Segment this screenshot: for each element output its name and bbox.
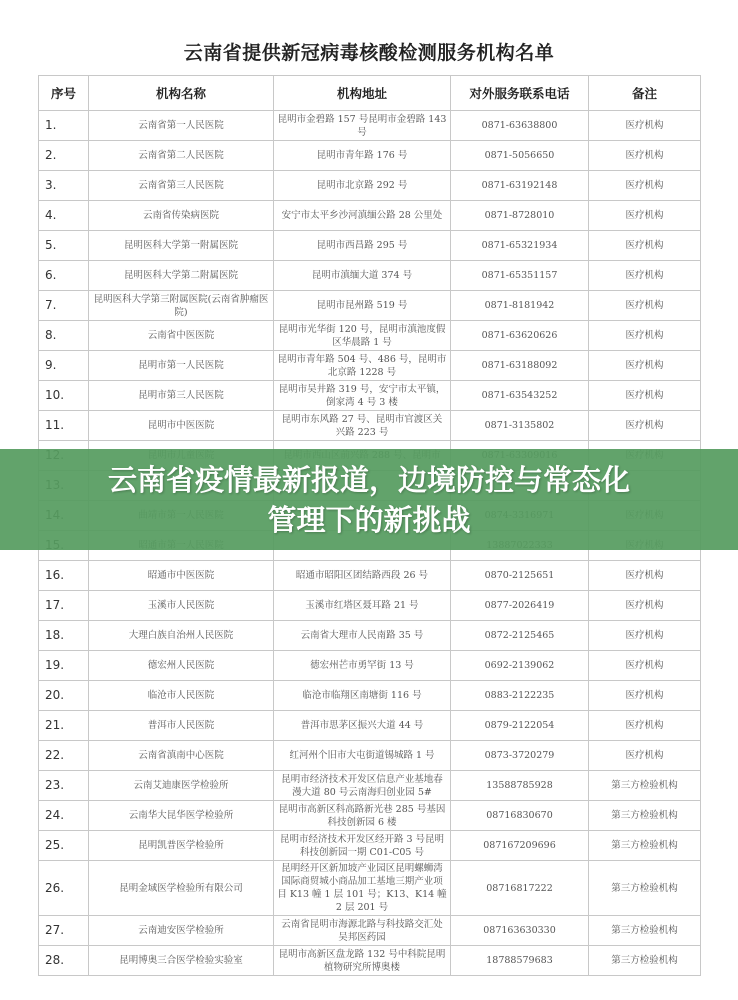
cell-phone: 0883-2122235 bbox=[451, 681, 589, 711]
cell-name: 昆明金域医学检验所有限公司 bbox=[89, 861, 274, 916]
cell-type: 医疗机构 bbox=[589, 621, 701, 651]
cell-type: 医疗机构 bbox=[589, 381, 701, 411]
cell-no: 9. bbox=[39, 351, 89, 381]
cell-no: 17. bbox=[39, 591, 89, 621]
table-row bbox=[39, 561, 701, 591]
cell-type: 医疗机构 bbox=[589, 711, 701, 741]
cell-type: 医疗机构 bbox=[589, 201, 701, 231]
cell-phone: 08716817222 bbox=[451, 861, 589, 916]
cell-name: 云南华大昆华医学检验所 bbox=[89, 801, 274, 831]
cell-phone: 0871-63543252 bbox=[451, 381, 589, 411]
cell-type: 第三方检验机构 bbox=[589, 801, 701, 831]
cell-type: 医疗机构 bbox=[589, 111, 701, 141]
cell-address: 昆明市经济技术开发区信息产业基地春漫大道 80 号云南海归创业园 5# bbox=[274, 771, 451, 801]
cell-address: 昆明市青年路 176 号 bbox=[274, 141, 451, 171]
cell-address: 安宁市太平乡沙河滇缅公路 28 公里处 bbox=[274, 201, 451, 231]
table-row bbox=[39, 321, 701, 351]
cell-name: 昆明医科大学第一附属医院 bbox=[89, 231, 274, 261]
cell-name: 临沧市人民医院 bbox=[89, 681, 274, 711]
cell-no: 22. bbox=[39, 741, 89, 771]
table-row bbox=[39, 231, 701, 261]
cell-type: 医疗机构 bbox=[589, 591, 701, 621]
cell-type: 医疗机构 bbox=[589, 561, 701, 591]
cell-type: 医疗机构 bbox=[589, 321, 701, 351]
cell-address: 昆明市昆州路 519 号 bbox=[274, 291, 451, 321]
cell-no: 8. bbox=[39, 321, 89, 351]
cell-name: 云南省滇南中心医院 bbox=[89, 741, 274, 771]
cell-no: 4. bbox=[39, 201, 89, 231]
cell-type: 医疗机构 bbox=[589, 261, 701, 291]
cell-no: 24. bbox=[39, 801, 89, 831]
table-row bbox=[39, 171, 701, 201]
cell-no: 3. bbox=[39, 171, 89, 201]
cell-no: 25. bbox=[39, 831, 89, 861]
cell-phone: 0871-8181942 bbox=[451, 291, 589, 321]
table-row bbox=[39, 261, 701, 291]
table-row bbox=[39, 946, 701, 976]
cell-address: 昆明市北京路 292 号 bbox=[274, 171, 451, 201]
cell-no: 26. bbox=[39, 861, 89, 916]
cell-no: 18. bbox=[39, 621, 89, 651]
cell-type: 医疗机构 bbox=[589, 741, 701, 771]
table-row bbox=[39, 591, 701, 621]
cell-name: 普洱市人民医院 bbox=[89, 711, 274, 741]
cell-name: 昆明凯普医学检验所 bbox=[89, 831, 274, 861]
cell-address: 红河州个旧市大屯街道锡城路 1 号 bbox=[274, 741, 451, 771]
table-row bbox=[39, 651, 701, 681]
column-header-no: 序号 bbox=[39, 76, 89, 111]
cell-phone: 0871-63188092 bbox=[451, 351, 589, 381]
cell-type: 第三方检验机构 bbox=[589, 946, 701, 976]
cell-phone: 087163630330 bbox=[451, 916, 589, 946]
cell-address: 昆明市高新区科高路新光巷 285 号基因科技创新园 6 楼 bbox=[274, 801, 451, 831]
table-row bbox=[39, 916, 701, 946]
table-header-row bbox=[39, 76, 701, 111]
cell-address: 云南省大理市人民南路 35 号 bbox=[274, 621, 451, 651]
column-header-type: 备注 bbox=[589, 76, 701, 111]
cell-address: 云南省昆明市海源北路与科技路交汇处吴邦医药园 bbox=[274, 916, 451, 946]
table-row bbox=[39, 771, 701, 801]
headline-line-2: 管理下的新挑战 bbox=[267, 502, 471, 537]
cell-type: 第三方检验机构 bbox=[589, 916, 701, 946]
cell-name: 昆明市中医医院 bbox=[89, 411, 274, 441]
cell-phone: 0871-63638800 bbox=[451, 111, 589, 141]
cell-name: 德宏州人民医院 bbox=[89, 651, 274, 681]
cell-type: 医疗机构 bbox=[589, 231, 701, 261]
cell-no: 5. bbox=[39, 231, 89, 261]
cell-no: 1. bbox=[39, 111, 89, 141]
cell-address: 昆明市光华街 120 号，昆明市滇池度假区华晨路 1 号 bbox=[274, 321, 451, 351]
cell-no: 11. bbox=[39, 411, 89, 441]
cell-address: 昆明市高新区盘龙路 132 号中科院昆明植物研究所博奥楼 bbox=[274, 946, 451, 976]
cell-name: 玉溪市人民医院 bbox=[89, 591, 274, 621]
cell-phone: 0692-2139062 bbox=[451, 651, 589, 681]
cell-name: 大理白族自治州人民医院 bbox=[89, 621, 274, 651]
cell-name: 云南省第一人民医院 bbox=[89, 111, 274, 141]
table-row bbox=[39, 201, 701, 231]
cell-no: 21. bbox=[39, 711, 89, 741]
cell-name: 昆明医科大学第三附属医院(云南省肿瘤医院) bbox=[89, 291, 274, 321]
cell-no: 20. bbox=[39, 681, 89, 711]
cell-type: 医疗机构 bbox=[589, 681, 701, 711]
cell-type: 医疗机构 bbox=[589, 171, 701, 201]
table-row bbox=[39, 711, 701, 741]
cell-name: 云南艾迪康医学检验所 bbox=[89, 771, 274, 801]
cell-phone: 0879-2122054 bbox=[451, 711, 589, 741]
cell-phone: 087167209696 bbox=[451, 831, 589, 861]
cell-type: 医疗机构 bbox=[589, 141, 701, 171]
cell-address: 昭通市昭阳区团结路西段 26 号 bbox=[274, 561, 451, 591]
cell-phone: 13588785928 bbox=[451, 771, 589, 801]
cell-address: 昆明市东风路 27 号、昆明市官渡区关兴路 223 号 bbox=[274, 411, 451, 441]
cell-type: 第三方检验机构 bbox=[589, 771, 701, 801]
cell-type: 第三方检验机构 bbox=[589, 831, 701, 861]
table-row bbox=[39, 411, 701, 441]
headline-line-1: 云南省疫情最新报道，边境防控与常态化 bbox=[107, 462, 630, 497]
cell-no: 10. bbox=[39, 381, 89, 411]
cell-address: 昆明市滇缅大道 374 号 bbox=[274, 261, 451, 291]
cell-phone: 08716830670 bbox=[451, 801, 589, 831]
column-header-name: 机构名称 bbox=[89, 76, 274, 111]
cell-type: 医疗机构 bbox=[589, 651, 701, 681]
table-row bbox=[39, 351, 701, 381]
cell-no: 16. bbox=[39, 561, 89, 591]
headline-banner bbox=[0, 449, 738, 550]
cell-address: 昆明经开区新加坡产业园区昆明螺蛳湾国际商贸城小商品加工基地三期产业项目 K13 幢 1 层 101 号；K13、K14 幢 2 层 201 号 bbox=[274, 861, 451, 916]
cell-type: 医疗机构 bbox=[589, 411, 701, 441]
cell-address: 昆明市金碧路 157 号昆明市金碧路 143 号 bbox=[274, 111, 451, 141]
cell-no: 28. bbox=[39, 946, 89, 976]
table-row bbox=[39, 801, 701, 831]
cell-address: 普洱市思茅区振兴大道 44 号 bbox=[274, 711, 451, 741]
cell-name: 昆明市第三人民医院 bbox=[89, 381, 274, 411]
table-row bbox=[39, 741, 701, 771]
cell-address: 昆明市吴井路 319 号，安宁市太平镇，倒家湾 4 号 3 楼 bbox=[274, 381, 451, 411]
cell-no: 7. bbox=[39, 291, 89, 321]
table-row bbox=[39, 621, 701, 651]
cell-phone: 0877-2026419 bbox=[451, 591, 589, 621]
column-header-address: 机构地址 bbox=[274, 76, 451, 111]
cell-name: 昭通市中医医院 bbox=[89, 561, 274, 591]
cell-name: 云南迪安医学检验所 bbox=[89, 916, 274, 946]
cell-name: 云南省中医医院 bbox=[89, 321, 274, 351]
cell-no: 23. bbox=[39, 771, 89, 801]
cell-address: 德宏州芒市勇罕街 13 号 bbox=[274, 651, 451, 681]
cell-phone: 0871-63620626 bbox=[451, 321, 589, 351]
cell-phone: 0873-3720279 bbox=[451, 741, 589, 771]
cell-address: 临沧市临翔区南塘街 116 号 bbox=[274, 681, 451, 711]
table-row bbox=[39, 381, 701, 411]
cell-name: 昆明博奥三合医学检验实验室 bbox=[89, 946, 274, 976]
cell-no: 6. bbox=[39, 261, 89, 291]
cell-no: 19. bbox=[39, 651, 89, 681]
cell-address: 昆明市西昌路 295 号 bbox=[274, 231, 451, 261]
cell-no: 27. bbox=[39, 916, 89, 946]
cell-phone: 0871-8728010 bbox=[451, 201, 589, 231]
cell-name: 昆明市第一人民医院 bbox=[89, 351, 274, 381]
cell-name: 云南省第二人民医院 bbox=[89, 141, 274, 171]
cell-type: 医疗机构 bbox=[589, 351, 701, 381]
cell-phone: 0872-2125465 bbox=[451, 621, 589, 651]
table-row bbox=[39, 681, 701, 711]
cell-address: 昆明市经济技术开发区经开路 3 号昆明科技创新园一期 C01-C05 号 bbox=[274, 831, 451, 861]
table-row bbox=[39, 111, 701, 141]
table-row bbox=[39, 861, 701, 916]
cell-phone: 0871-63192148 bbox=[451, 171, 589, 201]
table-row bbox=[39, 291, 701, 321]
cell-phone: 0870-2125651 bbox=[451, 561, 589, 591]
table-row bbox=[39, 831, 701, 861]
cell-address: 昆明市青年路 504 号、486 号，昆明市北京路 1228 号 bbox=[274, 351, 451, 381]
cell-address: 玉溪市红塔区聂耳路 21 号 bbox=[274, 591, 451, 621]
document-title: 云南省提供新冠病毒核酸检测服务机构名单 bbox=[183, 42, 555, 64]
cell-phone: 0871-65351157 bbox=[451, 261, 589, 291]
cell-phone: 0871-3135802 bbox=[451, 411, 589, 441]
cell-phone: 0871-65321934 bbox=[451, 231, 589, 261]
table-row bbox=[39, 141, 701, 171]
cell-type: 医疗机构 bbox=[589, 291, 701, 321]
cell-name: 云南省第三人民医院 bbox=[89, 171, 274, 201]
cell-name: 云南省传染病医院 bbox=[89, 201, 274, 231]
cell-name: 昆明医科大学第二附属医院 bbox=[89, 261, 274, 291]
cell-no: 2. bbox=[39, 141, 89, 171]
cell-type: 第三方检验机构 bbox=[589, 861, 701, 916]
cell-phone: 18788579683 bbox=[451, 946, 589, 976]
cell-phone: 0871-5056650 bbox=[451, 141, 589, 171]
column-header-phone: 对外服务联系电话 bbox=[451, 76, 589, 111]
